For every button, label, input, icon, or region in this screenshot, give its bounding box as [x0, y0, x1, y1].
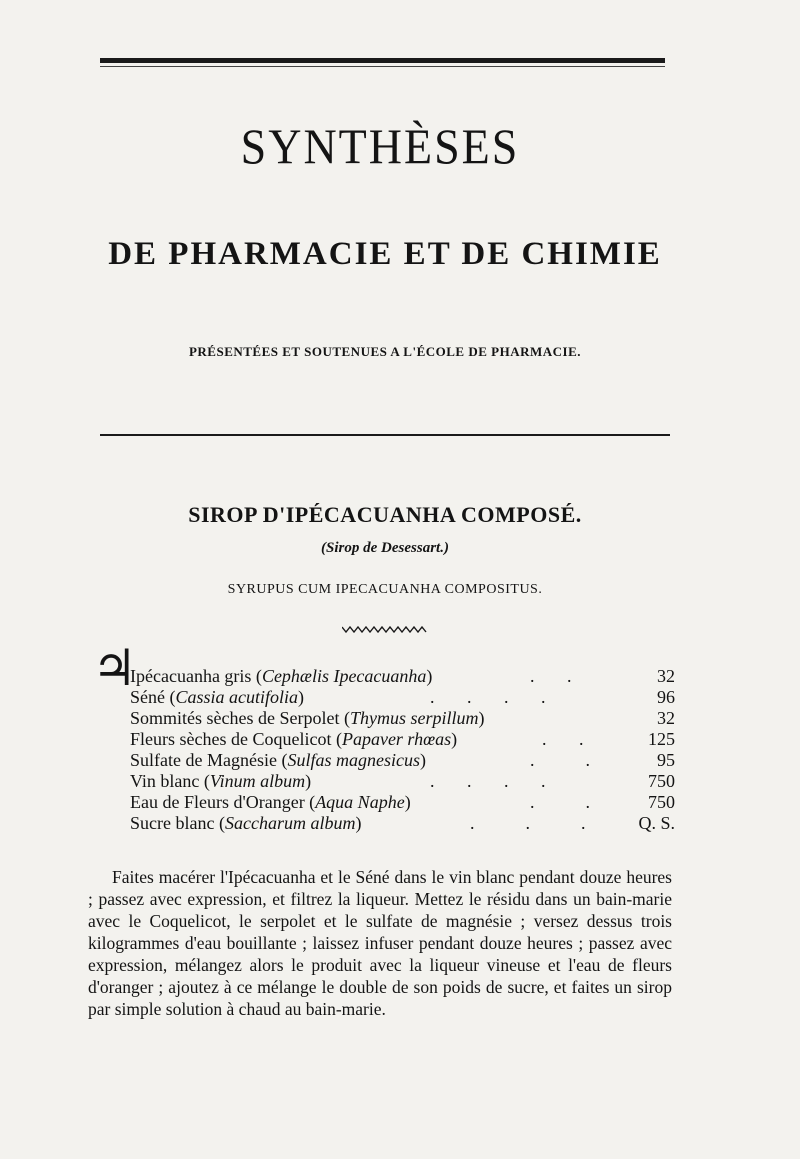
recipe-instructions: Faites macérer l'Ipécacuanha et le Séné dans le vin blanc pendant douze heures ; passez avec expression, et filtrez la liqueur. Mettez le résidu dans un bain-marie avec le Coquelicot, le serpolet et le sulfate de magnésie ; versez dessus trois kilogrammes d'eau bouillante ; laissez infuser pendant douze heures ; passez avec expression, mélangez alors le produit avec la liqueur vineuse et l'eau de fleurs d'oranger ; ajoutez à ce mélange le double de son poids de sucre, et faites un sirop par simple solution à chaud au bain-marie. [88, 866, 672, 1019]
ingredient-close: ) [355, 813, 362, 833]
recipe-title: SIROP D'IPÉCACUANHA COMPOSÉ. [188, 502, 582, 527]
ingredient-close: ) [305, 771, 312, 791]
ingredient-latin: Cephælis Ipecacuanha [261, 666, 427, 686]
ingredient-quantity: 32 [657, 708, 675, 728]
ingredient-name: Eau de Fleurs d'Oranger ( [130, 792, 316, 812]
ingredient-quantity: 750 [648, 771, 675, 791]
page-title: SYNTHÈSES [240, 118, 520, 175]
list-item [130, 666, 675, 687]
leader-dots: . . . . [430, 771, 560, 791]
ingredient-latin: Cassia acutifolia [175, 687, 298, 707]
leader-dots: . . . . [430, 687, 560, 707]
ingredient-name: Sulfate de Magnésie ( [130, 750, 288, 770]
ingredient-quantity: 750 [648, 792, 675, 812]
leader-dots: . . [542, 729, 598, 749]
recipe-latin-name: SYRUPUS CUM IPECACUANHA COMPOSITUS. [227, 582, 543, 597]
ingredient-name: Fleurs sèches de Coquelicot ( [130, 729, 342, 749]
list-item [130, 813, 675, 834]
section-divider [100, 434, 670, 436]
leader-dots: . . [530, 666, 586, 686]
list-item [130, 729, 675, 750]
ingredient-latin: Vinum album [209, 771, 306, 791]
ingredient-latin: Saccharum album [224, 813, 356, 833]
ingredient-name: Sucre blanc ( [130, 813, 225, 833]
list-item [130, 792, 675, 813]
ingredient-close: ) [478, 708, 485, 728]
ingredient-close: ) [419, 750, 426, 770]
ingredient-name: Ipécacuanha gris ( [130, 666, 262, 686]
recipe-alt-name: (Sirop de Desessart.) [321, 540, 449, 556]
ingredient-latin: Sulfas magnesicus [287, 750, 420, 770]
list-item [130, 750, 675, 771]
ingredient-list [130, 666, 675, 834]
list-item [130, 708, 675, 729]
ingredient-quantity: 95 [657, 750, 675, 770]
list-item [130, 687, 675, 708]
top-thin-rule [100, 66, 665, 67]
ingredient-latin: Papaver rhœas [341, 729, 452, 749]
ingredient-name: Séné ( [130, 687, 176, 707]
ingredient-close: ) [404, 792, 411, 812]
ingredient-close: ) [426, 666, 433, 686]
leader-dots: . . [530, 792, 604, 812]
list-item [130, 771, 675, 792]
top-double-rule [100, 58, 665, 63]
leader-dots: . . . [470, 813, 600, 833]
leader-dots: . . [530, 750, 604, 770]
ingredient-quantity: 32 [657, 666, 675, 686]
ingredient-name: Sommités sèches de Serpolet ( [130, 708, 350, 728]
ingredient-close: ) [298, 687, 304, 707]
ingredient-quantity: 125 [648, 729, 675, 749]
recipe-symbol-icon: ♃ [92, 639, 137, 697]
ornament-divider [342, 624, 428, 634]
ingredient-latin: Thymus serpillum [349, 708, 479, 728]
ingredient-latin: Aqua Naphe [315, 792, 405, 812]
ingredient-name: Vin blanc ( [130, 771, 210, 791]
ingredient-quantity: Q. S. [638, 813, 675, 833]
ingredient-close: ) [451, 729, 458, 749]
page-note: PRÉSENTÉES ET SOUTENUES A L'ÉCOLE DE PHARMACIE. [188, 344, 582, 359]
ingredient-quantity: 96 [657, 687, 675, 707]
page-subtitle: DE PHARMACIE ET DE CHIMIE [108, 236, 662, 272]
